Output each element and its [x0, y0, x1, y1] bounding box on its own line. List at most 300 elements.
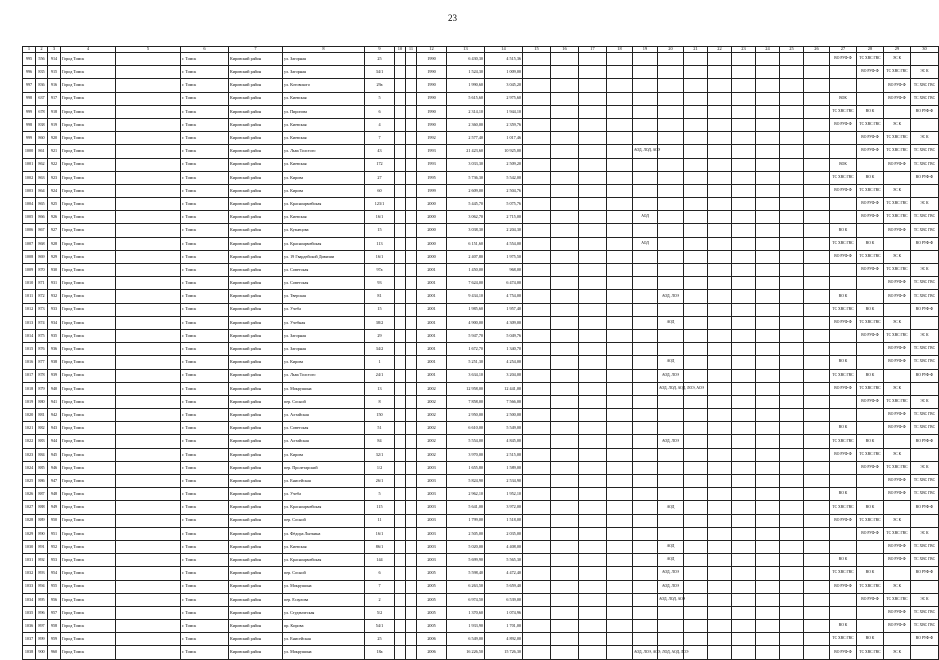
table-cell: 4 892,00 — [485, 633, 523, 646]
table-cell — [116, 277, 181, 290]
table-cell — [116, 343, 181, 356]
table-cell — [684, 66, 708, 79]
table-cell: 2 505,00 — [447, 527, 485, 540]
table-cell: 5 542,00 — [485, 171, 523, 184]
table-cell: ТС ХВС ГВС — [911, 356, 939, 369]
table-cell: 2003 — [417, 475, 447, 488]
table-cell: Город Томск — [61, 316, 116, 329]
table-cell — [395, 356, 406, 369]
table-cell: ВО РУФ-Ф — [884, 488, 911, 501]
column-header: 24 — [756, 47, 780, 53]
table-cell — [684, 422, 708, 435]
table-cell: Кировский район — [229, 501, 283, 514]
table-row — [23, 290, 939, 303]
table-cell — [406, 79, 417, 92]
table-cell: 34/1 — [365, 66, 395, 79]
table-cell — [116, 382, 181, 395]
table-cell: 950 — [48, 514, 61, 527]
table-cell — [116, 198, 181, 211]
table-cell: 1038 — [23, 646, 36, 659]
table-cell: ТС ХВС ГВС — [911, 145, 939, 158]
table-cell: ТС ХВС ГВС — [884, 329, 911, 342]
table-cell — [684, 224, 708, 237]
table-cell: 38/2 — [365, 316, 395, 329]
table-cell — [395, 158, 406, 171]
table-cell: 942 — [48, 409, 61, 422]
table-cell: 953 — [48, 554, 61, 567]
table-cell: Кировский район — [229, 316, 283, 329]
table-cell: 5 824,90 — [447, 475, 485, 488]
table-cell: 1992 — [417, 132, 447, 145]
table-cell: ВО РУФ-Ф — [884, 554, 911, 567]
table-cell — [523, 250, 551, 263]
table-cell — [658, 303, 684, 316]
table-cell: ТС ХВС ГВС — [911, 79, 939, 92]
table-cell: 2002 — [417, 435, 447, 448]
table-cell — [395, 448, 406, 461]
table-cell — [633, 633, 658, 646]
table-cell: 2003 — [417, 540, 447, 553]
table-cell — [857, 79, 884, 92]
table-cell — [633, 158, 658, 171]
column-header: 12 — [417, 47, 447, 53]
table-cell: 32/1 — [365, 448, 395, 461]
table-cell — [607, 580, 633, 593]
table-row — [23, 211, 939, 224]
table-cell — [756, 145, 780, 158]
table-cell: Кировский район — [229, 237, 283, 250]
table-cell — [607, 395, 633, 408]
table-cell — [395, 184, 406, 197]
table-cell — [708, 250, 732, 263]
table-cell: 1999 — [417, 184, 447, 197]
table-cell — [551, 475, 579, 488]
table-cell: 1 074,96 — [485, 606, 523, 619]
table-cell — [116, 224, 181, 237]
table-cell: г. Томск — [181, 409, 229, 422]
table-cell: ВО К — [857, 237, 884, 250]
table-cell — [732, 237, 756, 250]
table-cell — [732, 145, 756, 158]
table-cell: Кировский район — [229, 79, 283, 92]
table-cell: ТС ХВС ГВС — [884, 198, 911, 211]
table-cell — [116, 461, 181, 474]
table-cell — [579, 118, 607, 131]
table-cell: ТС ХВС ГВС — [911, 158, 939, 171]
table-cell: 2 975,60 — [485, 92, 523, 105]
table-cell: г. Томск — [181, 277, 229, 290]
table-cell: 968,00 — [485, 264, 523, 277]
table-cell: АОД, ЛОЭ — [658, 290, 684, 303]
table-cell: 1026 — [23, 488, 36, 501]
table-cell — [579, 593, 607, 606]
table-cell — [551, 567, 579, 580]
table-cell: 27 — [365, 171, 395, 184]
table-cell: ВО К — [830, 554, 857, 567]
table-cell: 928 — [48, 237, 61, 250]
table-cell — [116, 527, 181, 540]
table-cell: 144 — [365, 554, 395, 567]
table-cell: Кировский район — [229, 409, 283, 422]
table-cell: 5 — [365, 92, 395, 105]
table-cell: Кировский район — [229, 198, 283, 211]
table-cell — [116, 132, 181, 145]
table-cell: 883 — [36, 435, 48, 448]
table-cell — [579, 606, 607, 619]
table-cell: ТС ХВС ГВС — [884, 132, 911, 145]
table-cell — [780, 620, 804, 633]
table-cell — [633, 567, 658, 580]
table-cell — [684, 343, 708, 356]
table-cell — [756, 211, 780, 224]
table-cell — [523, 514, 551, 527]
table-cell: ВО РУФ-Ф — [884, 158, 911, 171]
table-cell — [732, 264, 756, 277]
table-cell: ЭС К — [911, 593, 939, 606]
table-cell — [523, 580, 551, 593]
table-cell — [708, 395, 732, 408]
table-cell: 5 549,00 — [485, 422, 523, 435]
table-cell — [551, 198, 579, 211]
table-cell: ВО РУФ-Ф — [911, 303, 939, 316]
table-cell: 3 634,10 — [447, 369, 485, 382]
table-cell: ул. Киевская — [283, 158, 365, 171]
table-cell — [732, 435, 756, 448]
table-cell: 887 — [36, 488, 48, 501]
table-cell: ВО К — [830, 488, 857, 501]
table-cell — [780, 184, 804, 197]
table-cell — [780, 540, 804, 553]
table-cell — [884, 105, 911, 118]
table-cell — [116, 606, 181, 619]
table-cell: 918 — [48, 105, 61, 118]
table-cell: 1 518,00 — [485, 514, 523, 527]
table-cell: г. Томск — [181, 158, 229, 171]
table-cell: 2002 — [417, 382, 447, 395]
table-cell — [780, 316, 804, 329]
table-cell — [756, 290, 780, 303]
table-cell: 2001 — [417, 290, 447, 303]
table-cell — [406, 633, 417, 646]
column-header: 21 — [684, 47, 708, 53]
table-cell — [804, 92, 830, 105]
table-cell — [633, 475, 658, 488]
table-cell — [523, 633, 551, 646]
table-cell — [804, 409, 830, 422]
table-cell — [708, 540, 732, 553]
table-row — [23, 620, 939, 633]
table-cell — [658, 514, 684, 527]
table-cell: 26/1 — [365, 475, 395, 488]
table-cell — [579, 132, 607, 145]
table-cell: 885 — [36, 461, 48, 474]
table-cell — [708, 329, 732, 342]
table-cell — [708, 118, 732, 131]
table-cell — [633, 501, 658, 514]
table-cell: 4 515,36 — [485, 53, 523, 66]
table-cell — [756, 343, 780, 356]
table-cell — [756, 606, 780, 619]
table-cell: ВО РУФ-Ф — [884, 356, 911, 369]
table-cell: Кировский район — [229, 53, 283, 66]
table-cell: ул. Студенческая — [283, 606, 365, 619]
table-cell: 1 017,46 — [485, 132, 523, 145]
table-cell: ул. Учеба — [283, 303, 365, 316]
table-cell: Город Томск — [61, 329, 116, 342]
table-cell: Кировский район — [229, 395, 283, 408]
table-cell: ВО РУФ-Ф — [911, 369, 939, 382]
table-cell — [911, 514, 939, 527]
table-cell — [579, 158, 607, 171]
table-cell: ЭС К — [911, 329, 939, 342]
table-cell — [551, 211, 579, 224]
table-cell: 1006 — [23, 224, 36, 237]
table-cell — [708, 184, 732, 197]
column-header: 23 — [732, 47, 756, 53]
table-cell: 556 — [36, 53, 48, 66]
table-cell — [732, 158, 756, 171]
table-cell — [633, 540, 658, 553]
table-cell: Кировский район — [229, 527, 283, 540]
table-cell: Кировский район — [229, 92, 283, 105]
table-cell: 931 — [48, 277, 61, 290]
table-cell: 97а — [365, 264, 395, 277]
table-cell — [804, 264, 830, 277]
table-cell: 884 — [36, 448, 48, 461]
table-cell — [579, 237, 607, 250]
table-cell — [395, 303, 406, 316]
table-cell — [732, 171, 756, 184]
table-row — [23, 356, 939, 369]
table-cell — [116, 316, 181, 329]
table-cell — [523, 66, 551, 79]
table-cell — [607, 198, 633, 211]
table-cell — [804, 606, 830, 619]
table-cell — [732, 409, 756, 422]
table-cell — [406, 620, 417, 633]
table-cell — [857, 343, 884, 356]
table-cell: ТС ХВС ГВС — [884, 593, 911, 606]
table-cell — [406, 211, 417, 224]
table-cell — [684, 132, 708, 145]
table-cell — [708, 237, 732, 250]
table-cell — [830, 277, 857, 290]
table-cell — [607, 501, 633, 514]
table-cell — [579, 382, 607, 395]
table-cell — [633, 514, 658, 527]
table-cell: ВО К — [857, 303, 884, 316]
table-cell — [607, 171, 633, 184]
table-cell — [756, 554, 780, 567]
table-cell: 25 — [365, 53, 395, 66]
table-cell: 2005 — [417, 606, 447, 619]
table-cell — [857, 356, 884, 369]
table-cell: 960 — [48, 646, 61, 659]
table-cell: ТС ХВС ГВС — [911, 224, 939, 237]
table-cell — [684, 554, 708, 567]
table-cell — [551, 646, 579, 659]
table-cell: 3 972,00 — [485, 501, 523, 514]
table-cell — [607, 303, 633, 316]
table-cell — [658, 475, 684, 488]
table-cell: ТС ХВС ГВС — [911, 606, 939, 619]
table-cell — [395, 237, 406, 250]
table-cell — [116, 66, 181, 79]
table-cell — [658, 118, 684, 131]
table-cell — [523, 593, 551, 606]
table-cell: г. Томск — [181, 527, 229, 540]
table-cell — [607, 606, 633, 619]
table-cell: ул. Енисейская — [283, 475, 365, 488]
table-cell — [633, 356, 658, 369]
table-cell — [523, 53, 551, 66]
table-cell: ВО РУФ-Ф — [830, 118, 857, 131]
table-cell: АОД — [658, 540, 684, 553]
table-cell: ТС ХВС ГВС — [911, 475, 939, 488]
table-cell: ВО РУФ-Ф — [884, 290, 911, 303]
table-cell — [756, 501, 780, 514]
table-cell: г. Томск — [181, 633, 229, 646]
table-cell: 2005 — [417, 567, 447, 580]
table-cell — [607, 105, 633, 118]
table-cell — [116, 475, 181, 488]
table-cell — [780, 461, 804, 474]
table-cell — [633, 435, 658, 448]
table-cell: г. Томск — [181, 488, 229, 501]
table-row — [23, 448, 939, 461]
table-cell: г. Томск — [181, 105, 229, 118]
table-cell: 1990 — [417, 79, 447, 92]
table-cell — [804, 66, 830, 79]
table-cell — [523, 211, 551, 224]
table-cell — [780, 329, 804, 342]
table-cell — [857, 277, 884, 290]
table-cell: АОД — [633, 237, 658, 250]
table-cell — [732, 606, 756, 619]
table-cell: ТС ХВС ГВС — [884, 66, 911, 79]
table-cell: 81 — [365, 290, 395, 303]
table-cell: Кировский район — [229, 461, 283, 474]
table-cell — [684, 158, 708, 171]
table-cell: ВО РУФ-Ф — [830, 382, 857, 395]
table-cell: 15 726,30 — [485, 646, 523, 659]
table-cell — [523, 145, 551, 158]
table-cell: 4 472,40 — [485, 567, 523, 580]
table-cell: 2 360,00 — [447, 118, 485, 131]
table-cell — [780, 501, 804, 514]
table-cell: 5 445,70 — [447, 198, 485, 211]
table-cell — [579, 198, 607, 211]
table-cell — [607, 422, 633, 435]
table-cell: 889 — [36, 514, 48, 527]
table-cell: ВО РУФ-Ф — [830, 646, 857, 659]
table-cell — [406, 250, 417, 263]
table-cell: г. Томск — [181, 303, 229, 316]
table-cell: 835 — [36, 66, 48, 79]
table-cell: 1 944,10 — [485, 105, 523, 118]
table-cell — [551, 448, 579, 461]
table-cell: Город Томск — [61, 290, 116, 303]
table-cell: 2 204,30 — [485, 224, 523, 237]
table-cell — [406, 448, 417, 461]
table-cell — [756, 264, 780, 277]
table-cell: ВО РУФ-Ф — [911, 171, 939, 184]
table-cell — [780, 606, 804, 619]
table-cell — [756, 66, 780, 79]
table-cell — [551, 606, 579, 619]
table-cell: ВО РУФ-Ф — [911, 435, 939, 448]
table-cell — [395, 620, 406, 633]
table-cell: 920 — [48, 132, 61, 145]
table-cell — [708, 606, 732, 619]
table-cell — [395, 66, 406, 79]
table-cell — [756, 488, 780, 501]
table-cell: ЭС К — [884, 514, 911, 527]
table-cell — [607, 329, 633, 342]
table-cell: 2 534,90 — [485, 475, 523, 488]
table-cell — [658, 66, 684, 79]
page-number: 23 — [448, 13, 457, 23]
table-cell: 958 — [48, 620, 61, 633]
table-cell: Кировский район — [229, 105, 283, 118]
table-cell — [708, 303, 732, 316]
table-cell: ул. Тверская — [283, 290, 365, 303]
table-cell — [579, 53, 607, 66]
table-cell: ВО РУФ-Ф — [857, 66, 884, 79]
table-cell: 6 974,50 — [447, 593, 485, 606]
table-cell — [684, 448, 708, 461]
table-cell: ул. Киевская — [283, 118, 365, 131]
table-cell — [884, 633, 911, 646]
table-cell — [732, 633, 756, 646]
table-cell: 3 045,20 — [485, 79, 523, 92]
table-cell — [523, 79, 551, 92]
table-cell — [523, 422, 551, 435]
table-cell: 1037 — [23, 633, 36, 646]
table-cell — [658, 422, 684, 435]
table-cell — [804, 224, 830, 237]
table-cell: 868 — [36, 237, 48, 250]
table-cell — [406, 409, 417, 422]
table-cell — [830, 475, 857, 488]
table-cell — [523, 540, 551, 553]
table-cell — [551, 316, 579, 329]
table-cell: г. Томск — [181, 290, 229, 303]
table-cell — [551, 105, 579, 118]
table-cell: пер. Пролетарский — [283, 461, 365, 474]
table-cell — [551, 540, 579, 553]
table-cell: ул. Киевская — [283, 540, 365, 553]
table-cell: 1034 — [23, 593, 36, 606]
table-cell — [406, 580, 417, 593]
table-cell — [607, 620, 633, 633]
table-cell — [884, 237, 911, 250]
table-row — [23, 250, 939, 263]
table-cell: ул. Алтайская — [283, 435, 365, 448]
table-cell — [708, 224, 732, 237]
table-cell — [756, 620, 780, 633]
table-cell: 1022 — [23, 435, 36, 448]
table-cell: АОД, ЛОЭ — [658, 435, 684, 448]
table-cell: ВО РУФ-Ф — [857, 329, 884, 342]
table-cell — [780, 567, 804, 580]
table-cell: 897 — [36, 620, 48, 633]
table-cell — [633, 448, 658, 461]
table-cell — [406, 356, 417, 369]
table-cell — [804, 593, 830, 606]
table-cell — [523, 646, 551, 659]
table-cell — [607, 132, 633, 145]
